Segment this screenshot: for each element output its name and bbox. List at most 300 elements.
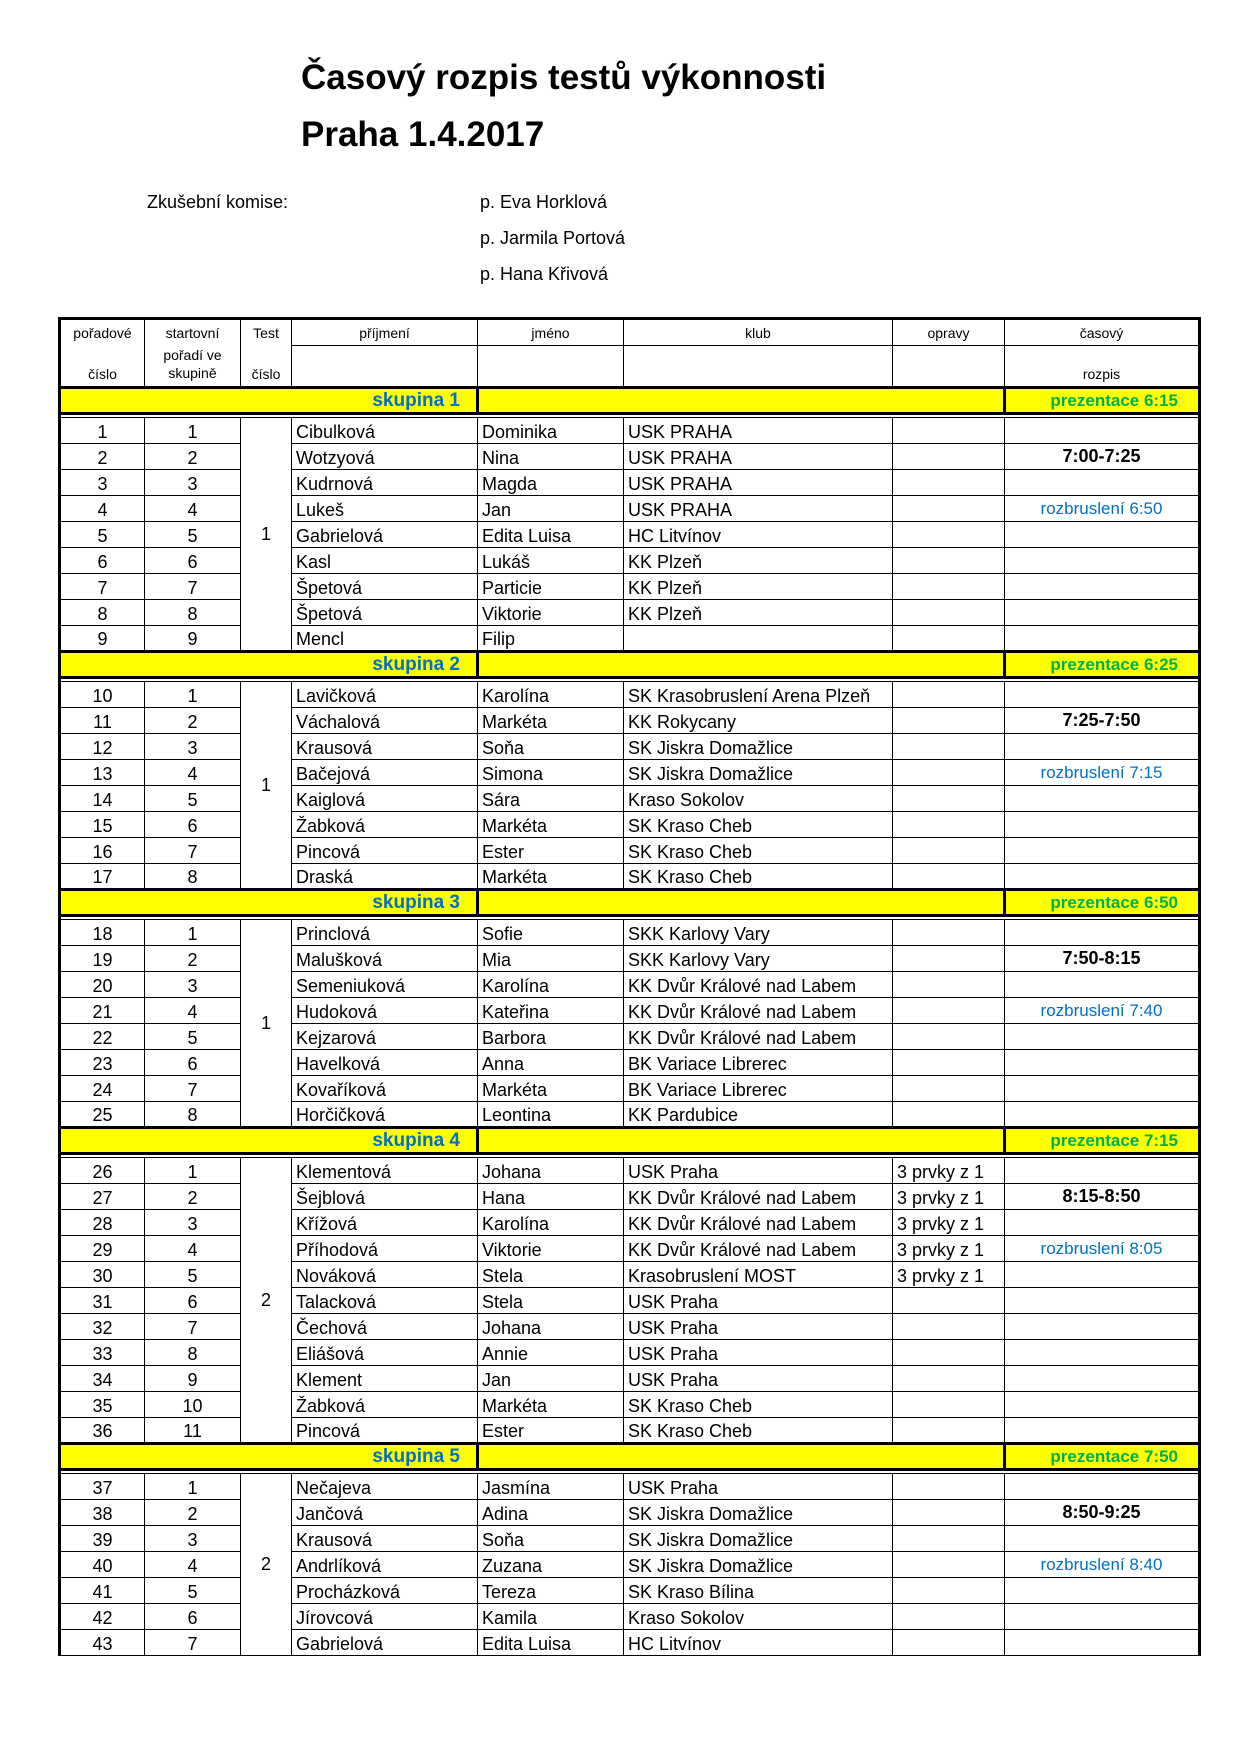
table-row: [60, 1366, 1200, 1392]
table-row: [60, 838, 1200, 864]
corrections: [893, 1288, 1005, 1314]
col-time-header-2: rozpis: [1005, 346, 1200, 388]
first-name: Nina: [478, 444, 624, 470]
col-order-header-2: číslo: [60, 346, 145, 388]
corrections: [893, 1578, 1005, 1604]
start-number: 4: [145, 760, 241, 786]
group-header-fill: [478, 1128, 1005, 1154]
group-name: skupina 4: [60, 1128, 478, 1154]
corrections: [893, 548, 1005, 574]
club: Kraso Sokolov: [624, 786, 893, 812]
surname: Klement: [292, 1366, 478, 1392]
corrections: [893, 864, 1005, 890]
surname: Jírovcová: [292, 1604, 478, 1630]
surname: Princlová: [292, 920, 478, 946]
order-number: 18: [60, 920, 145, 946]
corrections: [893, 998, 1005, 1024]
start-number: 1: [145, 682, 241, 708]
time-cell: [1005, 1392, 1200, 1418]
club: HC Litvínov: [624, 522, 893, 548]
page-title: Časový rozpis testů výkonnosti: [301, 58, 827, 97]
group-header-fill: [478, 1444, 1005, 1470]
time-cell: [1005, 682, 1200, 708]
surname: Šejblová: [292, 1184, 478, 1210]
first-name: Stela: [478, 1262, 624, 1288]
surname: Talacková: [292, 1288, 478, 1314]
time-cell: [1005, 1418, 1200, 1444]
corrections: [893, 708, 1005, 734]
order-number: 15: [60, 812, 145, 838]
start-number: 5: [145, 1024, 241, 1050]
table-row: [60, 1158, 1200, 1184]
first-name: Tereza: [478, 1578, 624, 1604]
club: KK Dvůr Králové nad Labem: [624, 1184, 893, 1210]
table-row: [60, 682, 1200, 708]
order-number: 7: [60, 574, 145, 600]
start-number: 9: [145, 626, 241, 652]
club: SK Jiskra Domažlice: [624, 1552, 893, 1578]
group-header: [60, 652, 1200, 678]
first-name: Adina: [478, 1500, 624, 1526]
club: SK Kraso Cheb: [624, 812, 893, 838]
start-number: 6: [145, 812, 241, 838]
start-number: 5: [145, 1578, 241, 1604]
first-name: Karolína: [478, 972, 624, 998]
table-row: [60, 1102, 1200, 1128]
start-number: 4: [145, 998, 241, 1024]
header-row-2: [60, 346, 1200, 388]
time-cell: [1005, 574, 1200, 600]
surname: Draská: [292, 864, 478, 890]
time-cell: [1005, 1050, 1200, 1076]
surname: Jančová: [292, 1500, 478, 1526]
club: KK Pardubice: [624, 1102, 893, 1128]
schedule-table: [58, 317, 1201, 1656]
order-number: 21: [60, 998, 145, 1024]
table-row: [60, 1630, 1200, 1656]
start-number: 8: [145, 864, 241, 890]
table-row: [60, 972, 1200, 998]
start-number: 3: [145, 1526, 241, 1552]
table-row: [60, 1526, 1200, 1552]
table-row: [60, 522, 1200, 548]
club: HC Litvínov: [624, 1630, 893, 1656]
first-name: Johana: [478, 1314, 624, 1340]
order-number: 30: [60, 1262, 145, 1288]
corrections: [893, 1340, 1005, 1366]
first-name: Leontina: [478, 1102, 624, 1128]
corrections: 3 prvky z 1: [893, 1184, 1005, 1210]
club: KK Plzeň: [624, 548, 893, 574]
start-number: 1: [145, 1158, 241, 1184]
table-row: [60, 1578, 1200, 1604]
first-name: Edita Luisa: [478, 522, 624, 548]
time-slot: 7:00-7:25: [1005, 444, 1200, 470]
time-cell: [1005, 1076, 1200, 1102]
test-number: 1: [241, 418, 292, 652]
start-number: 9: [145, 1366, 241, 1392]
order-number: 24: [60, 1076, 145, 1102]
first-name: Zuzana: [478, 1552, 624, 1578]
table-row: [60, 470, 1200, 496]
club: KK Dvůr Králové nad Labem: [624, 1210, 893, 1236]
table-row: [60, 1076, 1200, 1102]
corrections: [893, 682, 1005, 708]
corrections: [893, 1392, 1005, 1418]
table-row: [60, 864, 1200, 890]
time-cell: [1005, 972, 1200, 998]
order-number: 29: [60, 1236, 145, 1262]
group-presentation: prezentace 6:50: [1005, 890, 1200, 916]
start-number: 11: [145, 1418, 241, 1444]
order-number: 33: [60, 1340, 145, 1366]
table-row: [60, 946, 1200, 972]
first-name: Particie: [478, 574, 624, 600]
order-number: 3: [60, 470, 145, 496]
club: [624, 626, 893, 652]
surname: Wotzyová: [292, 444, 478, 470]
club: Krasobruslení MOST: [624, 1262, 893, 1288]
start-number: 3: [145, 1210, 241, 1236]
first-name: Anna: [478, 1050, 624, 1076]
club: USK Praha: [624, 1366, 893, 1392]
club: USK PRAHA: [624, 444, 893, 470]
surname: Bačejová: [292, 760, 478, 786]
order-number: 41: [60, 1578, 145, 1604]
start-number: 7: [145, 1076, 241, 1102]
commission-member: p. Eva Horklová: [480, 192, 608, 212]
surname: Kejzarová: [292, 1024, 478, 1050]
order-number: 28: [60, 1210, 145, 1236]
order-number: 17: [60, 864, 145, 890]
surname: Gabrielová: [292, 522, 478, 548]
start-number: 6: [145, 1604, 241, 1630]
table-row: [60, 1184, 1200, 1210]
test-number: 1: [241, 920, 292, 1128]
time-cell: [1005, 1102, 1200, 1128]
corrections: [893, 1474, 1005, 1500]
first-name: Soňa: [478, 734, 624, 760]
time-cell: [1005, 786, 1200, 812]
order-number: 19: [60, 946, 145, 972]
order-number: 27: [60, 1184, 145, 1210]
order-number: 14: [60, 786, 145, 812]
col-time-header: časový: [1005, 319, 1200, 346]
time-cell: [1005, 1366, 1200, 1392]
table-row: [60, 496, 1200, 522]
surname: Lavičková: [292, 682, 478, 708]
first-name: Jan: [478, 496, 624, 522]
start-number: 3: [145, 972, 241, 998]
surname: Špetová: [292, 600, 478, 626]
start-number: 8: [145, 600, 241, 626]
surname: Andrlíková: [292, 1552, 478, 1578]
first-name: Ester: [478, 838, 624, 864]
start-number: 4: [145, 1552, 241, 1578]
start-number: 6: [145, 1050, 241, 1076]
table-row: [60, 1314, 1200, 1340]
header-row: [60, 319, 1200, 346]
corrections: [893, 734, 1005, 760]
surname: Eliášová: [292, 1340, 478, 1366]
table-row: [60, 1024, 1200, 1050]
corrections: [893, 574, 1005, 600]
time-cell: [1005, 1604, 1200, 1630]
surname: Příhodová: [292, 1236, 478, 1262]
commission-label: Zkušební komise:: [147, 192, 289, 212]
club: SK Kraso Bílina: [624, 1578, 893, 1604]
surname: Krausová: [292, 1526, 478, 1552]
start-number: 7: [145, 574, 241, 600]
time-cell: [1005, 1262, 1200, 1288]
time-cell: [1005, 1578, 1200, 1604]
start-number: 1: [145, 1474, 241, 1500]
start-number: 2: [145, 444, 241, 470]
corrections: [893, 946, 1005, 972]
col-start-header: startovní: [145, 319, 241, 346]
order-number: 6: [60, 548, 145, 574]
time-cell: [1005, 812, 1200, 838]
surname: Špetová: [292, 574, 478, 600]
order-number: 2: [60, 444, 145, 470]
club: SK Kraso Cheb: [624, 838, 893, 864]
group-name: skupina 1: [60, 388, 478, 414]
club: USK Praha: [624, 1314, 893, 1340]
table-row: [60, 708, 1200, 734]
table-row: [60, 548, 1200, 574]
time-cell: [1005, 1288, 1200, 1314]
start-number: 1: [145, 418, 241, 444]
table-row: [60, 626, 1200, 652]
surname: Kaiglová: [292, 786, 478, 812]
corrections: [893, 1526, 1005, 1552]
start-number: 7: [145, 1630, 241, 1656]
surname: Cibulková: [292, 418, 478, 444]
corrections: [893, 1418, 1005, 1444]
order-number: 1: [60, 418, 145, 444]
table-row: [60, 1418, 1200, 1444]
surname: Mencl: [292, 626, 478, 652]
surname: Pincová: [292, 838, 478, 864]
order-number: 25: [60, 1102, 145, 1128]
surname: Havelková: [292, 1050, 478, 1076]
group-presentation: prezentace 6:15: [1005, 388, 1200, 414]
time-cell: [1005, 1526, 1200, 1552]
order-number: 39: [60, 1526, 145, 1552]
club: USK Praha: [624, 1340, 893, 1366]
surname: Semeniuková: [292, 972, 478, 998]
first-name: Magda: [478, 470, 624, 496]
warmup-time: rozbruslení 8:05: [1005, 1236, 1200, 1262]
corrections: 3 prvky z 1: [893, 1262, 1005, 1288]
first-name: Soňa: [478, 1526, 624, 1552]
table-row: [60, 1210, 1200, 1236]
group-presentation: prezentace 7:15: [1005, 1128, 1200, 1154]
first-name: Karolína: [478, 1210, 624, 1236]
table-row: [60, 1050, 1200, 1076]
surname: Kovaříková: [292, 1076, 478, 1102]
group-presentation: prezentace 7:50: [1005, 1444, 1200, 1470]
time-cell: [1005, 418, 1200, 444]
start-number: 6: [145, 1288, 241, 1314]
corrections: [893, 786, 1005, 812]
warmup-time: rozbruslení 6:50: [1005, 496, 1200, 522]
surname: Klementová: [292, 1158, 478, 1184]
surname: Žabková: [292, 1392, 478, 1418]
table-row: [60, 1500, 1200, 1526]
first-name: Kamila: [478, 1604, 624, 1630]
corrections: [893, 496, 1005, 522]
order-number: 37: [60, 1474, 145, 1500]
club: KK Dvůr Králové nad Labem: [624, 1236, 893, 1262]
start-number: 2: [145, 1500, 241, 1526]
club: KK Rokycany: [624, 708, 893, 734]
order-number: 42: [60, 1604, 145, 1630]
start-number: 4: [145, 496, 241, 522]
first-name: Johana: [478, 1158, 624, 1184]
order-number: 32: [60, 1314, 145, 1340]
club: SKK Karlovy Vary: [624, 920, 893, 946]
first-name: Ester: [478, 1418, 624, 1444]
order-number: 4: [60, 496, 145, 522]
club: SKK Karlovy Vary: [624, 946, 893, 972]
club: BK Variace Librerec: [624, 1076, 893, 1102]
club: SK Jiskra Domažlice: [624, 760, 893, 786]
warmup-time: rozbruslení 8:40: [1005, 1552, 1200, 1578]
club: SK Kraso Cheb: [624, 864, 893, 890]
first-name: Barbora: [478, 1024, 624, 1050]
club: USK PRAHA: [624, 418, 893, 444]
club: KK Dvůr Králové nad Labem: [624, 1024, 893, 1050]
col-test-header-2: číslo: [241, 346, 292, 388]
start-number: 1: [145, 920, 241, 946]
corrections: [893, 812, 1005, 838]
first-name: Markéta: [478, 1076, 624, 1102]
col-order-header: pořadové: [60, 319, 145, 346]
time-cell: [1005, 734, 1200, 760]
corrections: [893, 418, 1005, 444]
corrections: [893, 972, 1005, 998]
col-test-header: Test: [241, 319, 292, 346]
order-number: 26: [60, 1158, 145, 1184]
start-number: 7: [145, 838, 241, 864]
warmup-time: rozbruslení 7:40: [1005, 998, 1200, 1024]
first-name: Dominika: [478, 418, 624, 444]
col-name-header: jméno: [478, 319, 624, 346]
first-name: Markéta: [478, 864, 624, 890]
page-subtitle: Praha 1.4.2017: [301, 115, 545, 154]
corrections: 3 prvky z 1: [893, 1158, 1005, 1184]
order-number: 12: [60, 734, 145, 760]
order-number: 13: [60, 760, 145, 786]
order-number: 10: [60, 682, 145, 708]
table-row: [60, 574, 1200, 600]
time-cell: [1005, 548, 1200, 574]
table-row: [60, 418, 1200, 444]
corrections: [893, 1604, 1005, 1630]
table-row: [60, 1236, 1200, 1262]
corrections: [893, 838, 1005, 864]
start-number: 7: [145, 1314, 241, 1340]
first-name: Sofie: [478, 920, 624, 946]
surname: Procházková: [292, 1578, 478, 1604]
surname: Malušková: [292, 946, 478, 972]
club: SK Jiskra Domažlice: [624, 1500, 893, 1526]
club: SK Kraso Cheb: [624, 1418, 893, 1444]
time-cell: [1005, 1024, 1200, 1050]
warmup-time: rozbruslení 7:15: [1005, 760, 1200, 786]
club: SK Jiskra Domažlice: [624, 1526, 893, 1552]
order-number: 20: [60, 972, 145, 998]
time-cell: [1005, 470, 1200, 496]
order-number: 5: [60, 522, 145, 548]
corrections: [893, 626, 1005, 652]
time-cell: [1005, 1340, 1200, 1366]
table-row: [60, 1262, 1200, 1288]
corrections: [893, 522, 1005, 548]
start-number: 3: [145, 734, 241, 760]
time-slot: 7:50-8:15: [1005, 946, 1200, 972]
surname: Kudrnová: [292, 470, 478, 496]
time-cell: [1005, 1210, 1200, 1236]
table-row: [60, 600, 1200, 626]
start-number: 2: [145, 708, 241, 734]
order-number: 40: [60, 1552, 145, 1578]
time-slot: 7:25-7:50: [1005, 708, 1200, 734]
time-cell: [1005, 838, 1200, 864]
start-number: 6: [145, 548, 241, 574]
order-number: 35: [60, 1392, 145, 1418]
club: USK PRAHA: [624, 496, 893, 522]
surname: Váchalová: [292, 708, 478, 734]
group-presentation: prezentace 6:25: [1005, 652, 1200, 678]
club: KK Dvůr Králové nad Labem: [624, 972, 893, 998]
test-number: 2: [241, 1474, 292, 1656]
corrections: [893, 600, 1005, 626]
table-row: [60, 1552, 1200, 1578]
table-row: [60, 734, 1200, 760]
group-header-fill: [478, 388, 1005, 414]
order-number: 8: [60, 600, 145, 626]
surname: Čechová: [292, 1314, 478, 1340]
time-cell: [1005, 1474, 1200, 1500]
first-name: Viktorie: [478, 600, 624, 626]
table-row: [60, 1340, 1200, 1366]
corrections: [893, 1102, 1005, 1128]
col-corrections-header: opravy: [893, 319, 1005, 346]
corrections: [893, 1076, 1005, 1102]
time-cell: [1005, 1314, 1200, 1340]
club: KK Plzeň: [624, 600, 893, 626]
first-name: Markéta: [478, 708, 624, 734]
club: SK Jiskra Domažlice: [624, 734, 893, 760]
table-row: [60, 760, 1200, 786]
time-cell: [1005, 522, 1200, 548]
first-name: Jasmína: [478, 1474, 624, 1500]
corrections: [893, 760, 1005, 786]
first-name: Sára: [478, 786, 624, 812]
start-number: 3: [145, 470, 241, 496]
surname: Pincová: [292, 1418, 478, 1444]
table-row: [60, 1474, 1200, 1500]
surname: Nováková: [292, 1262, 478, 1288]
first-name: Edita Luisa: [478, 1630, 624, 1656]
surname: Nečajeva: [292, 1474, 478, 1500]
order-number: 22: [60, 1024, 145, 1050]
table-row: [60, 1392, 1200, 1418]
order-number: 31: [60, 1288, 145, 1314]
table-row: [60, 920, 1200, 946]
